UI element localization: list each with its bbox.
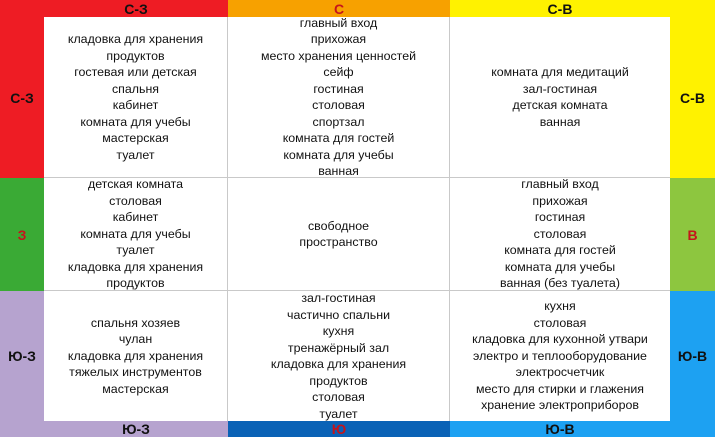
header-left-nw: [0, 17, 44, 178]
room-item: тяжелых инструментов: [69, 365, 202, 380]
room-item: комната для учебы: [80, 226, 191, 241]
room-item: спальня: [111, 81, 160, 96]
room-item: комната для учебы: [283, 147, 394, 162]
room-item: комната для учебы: [80, 114, 191, 129]
room-item: зал-гостиная: [522, 81, 598, 96]
room-item: мастерская: [102, 131, 169, 145]
room-item: гостевая или детская: [74, 65, 197, 79]
cell-center: [228, 178, 450, 291]
cell-north-west: [44, 17, 228, 178]
header-top-ne: [450, 0, 670, 17]
room-item: мастерская: [102, 381, 169, 396]
label-bottom-se: Ю-В: [545, 421, 575, 437]
room-item: сейф: [323, 65, 354, 79]
room-item: кладовка для хранения: [270, 357, 407, 371]
room-item: кабинет: [112, 98, 159, 112]
room-item: комната для гостей: [282, 131, 395, 145]
room-item: главный вход: [299, 15, 378, 30]
cell-north-east: [450, 17, 670, 178]
header-right-ne: [670, 17, 715, 178]
header-bottom-sw: [44, 421, 228, 437]
room-item: ванная (без туалета): [500, 276, 620, 291]
label-left-w: З: [17, 226, 27, 243]
label-top-nw: С-З: [124, 0, 148, 17]
room-item: электросчетчик: [515, 365, 605, 380]
header-right-e: [670, 178, 715, 291]
label-left-nw: С-З: [10, 89, 34, 106]
room-item: кабинет: [112, 210, 159, 225]
room-item: хранение электроприборов: [481, 398, 639, 413]
room-item: кухня: [322, 324, 355, 338]
room-item: прихожая: [532, 193, 588, 208]
corner-bottom-left: [0, 421, 44, 437]
room-item: продуктов: [106, 276, 165, 291]
room-item: комната для гостей: [504, 243, 616, 258]
room-item: столовая: [312, 390, 365, 404]
label-left-sw: Ю-З: [8, 348, 36, 364]
header-top-nw: [44, 0, 228, 17]
room-item: тренажёрный зал: [287, 340, 390, 355]
label-bottom-s: Ю: [331, 421, 347, 437]
room-item: кладовка для хранения: [67, 348, 204, 363]
room-item: место для стирки и глажения: [476, 381, 644, 396]
room-item: частично спальни: [286, 307, 390, 322]
label-right-se: Ю-В: [677, 348, 708, 364]
label-bottom-sw: Ю-З: [122, 421, 150, 437]
corner-top-right: [670, 0, 715, 17]
room-item: столовая: [109, 193, 162, 208]
room-item: комната для учебы: [504, 259, 616, 274]
room-item: гостиная: [534, 210, 586, 225]
room-item: зал-гостиная: [301, 291, 376, 305]
room-item: туалет: [116, 147, 155, 162]
cell-south: [228, 291, 450, 421]
label-right-e: В: [687, 226, 698, 243]
header-bottom-s: [228, 421, 450, 437]
cell-north: [228, 17, 450, 178]
cell-south-west: [44, 291, 228, 421]
cell-west: [44, 178, 228, 291]
room-item: прихожая: [310, 32, 367, 46]
room-item: чулан: [118, 332, 153, 347]
cell-south-east: [450, 291, 670, 421]
room-item: туалет: [116, 243, 155, 258]
label-top-ne: С-В: [547, 0, 573, 17]
corner-top-left: [0, 0, 44, 17]
header-bottom-se: [450, 421, 670, 437]
room-item: ванная: [318, 164, 359, 178]
room-item: кладовка для кухонной утвари: [472, 332, 648, 347]
room-item: свободное: [307, 218, 370, 233]
room-item: кладовка для хранения: [67, 32, 204, 46]
room-item: пространство: [299, 235, 378, 249]
header-left-w: [0, 178, 44, 291]
room-item: комната для медитаций: [491, 65, 629, 79]
room-item: место хранения ценностей: [260, 48, 417, 63]
header-right-se: [670, 291, 715, 421]
corner-bottom-right: [670, 421, 715, 437]
room-item: столовая: [533, 226, 587, 241]
room-item: спальня хозяев: [90, 315, 181, 330]
room-item: кухня: [544, 299, 576, 314]
room-item: главный вход: [521, 177, 599, 192]
label-right-ne: С-В: [680, 89, 705, 106]
room-item: детская комната: [87, 177, 184, 192]
cell-east: [450, 178, 670, 291]
room-item: детская комната: [512, 98, 608, 112]
room-item: кладовка для хранения: [67, 259, 204, 274]
room-item: столовая: [312, 98, 365, 112]
room-item: продуктов: [106, 48, 165, 63]
room-item: электро и теплооборудование: [473, 348, 647, 363]
room-item: продуктов: [309, 373, 368, 388]
header-left-sw: [0, 291, 44, 421]
label-top-n: С: [333, 0, 345, 17]
room-item: ванная: [539, 114, 581, 129]
room-item: спортзал: [312, 114, 365, 129]
room-item: столовая: [533, 315, 587, 330]
room-item: туалет: [319, 406, 358, 421]
room-item: гостиная: [313, 81, 364, 96]
